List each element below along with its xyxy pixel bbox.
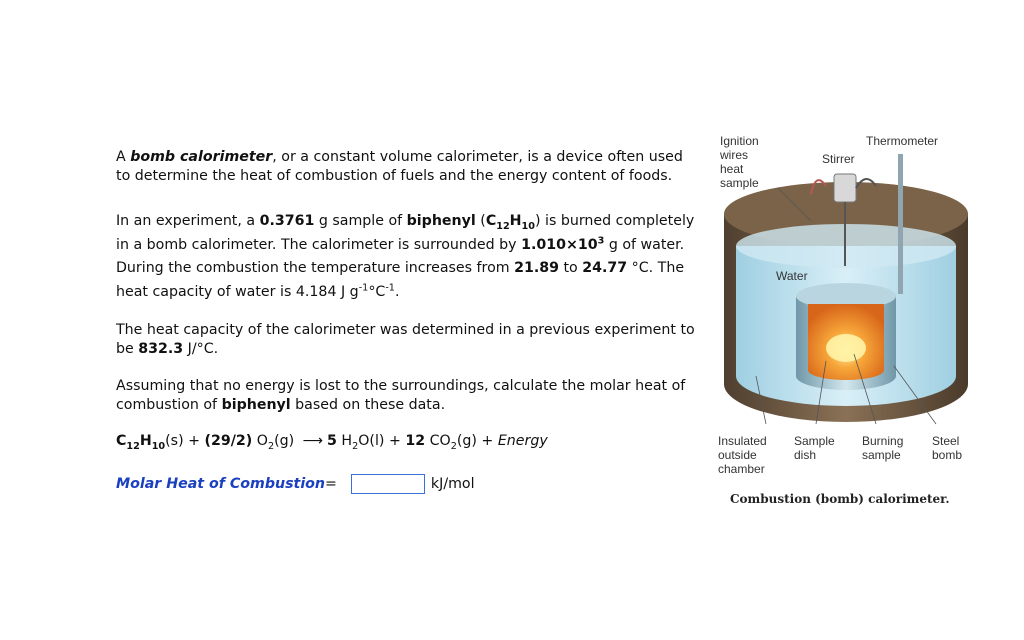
- temp-initial: 21.89: [514, 260, 559, 276]
- eq-h2o-sub: 2: [352, 440, 359, 452]
- eq-h: H: [139, 433, 152, 449]
- assume-text-2: based on these data.: [290, 397, 446, 413]
- eq-c: C: [116, 433, 127, 449]
- eq-h-sub: 10: [151, 440, 166, 452]
- sample-mass: 0.3761: [259, 213, 315, 229]
- label-steel-bomb: [932, 434, 962, 462]
- label-ignition-4: sample: [720, 176, 759, 190]
- formula-h: H: [509, 213, 522, 229]
- eq-coef-h2o: 5: [327, 433, 337, 449]
- label-ignition-3: heat: [720, 162, 744, 176]
- molar-heat-input[interactable]: [351, 474, 425, 494]
- exp-text-7: °C: [368, 283, 386, 300]
- label-ignition-2: wires: [720, 148, 749, 162]
- flame: [826, 334, 866, 362]
- intro-a: A: [116, 149, 131, 165]
- answer-unit: kJ/mol: [430, 475, 475, 492]
- label-steel-1: Steel: [932, 434, 960, 448]
- stirrer: [834, 174, 856, 202]
- cal-text-1: The heat capacity of the calorimeter was determined in a previous experiment to be: [116, 322, 695, 357]
- calorimeter-paragraph: [116, 321, 696, 359]
- eq-o-sub: 2: [267, 440, 275, 452]
- formula-h-sub: 10: [521, 220, 535, 232]
- exp-text-5: to: [558, 260, 583, 276]
- experiment-paragraph: [116, 210, 696, 304]
- label-insulated-3: chamber: [718, 462, 765, 476]
- water-mass-base: 1.010×10: [521, 236, 598, 253]
- formula-c-sub: 12: [496, 220, 510, 232]
- exp-text-3: is burned completely in a bomb calorimeter. The calorimeter is surrounded by: [116, 213, 695, 253]
- exp-text-8: .: [394, 283, 400, 300]
- figure-caption: Combustion (bomb) calorimeter.: [730, 492, 950, 506]
- answer-label: Molar Heat of Combustion: [116, 475, 326, 492]
- compound-formula: [485, 213, 535, 232]
- label-burning-2: sample: [862, 448, 901, 462]
- exp-text-4: g of water. During the combustion the temperature increases from: [116, 236, 685, 276]
- compound-name: biphenyl: [406, 213, 476, 229]
- formula-c: C: [485, 213, 497, 229]
- eq-state-2: (g): [274, 433, 299, 449]
- thermometer: [898, 154, 903, 294]
- eq-h2o-rest: O(l) +: [358, 433, 406, 449]
- water-mass: [521, 234, 605, 253]
- label-water: Water: [776, 269, 808, 283]
- eq-state-1: (s) +: [165, 433, 205, 449]
- calorimeter-figure: [716, 126, 976, 516]
- eq-co2-c: CO: [425, 433, 451, 449]
- label-burning-1: Burning: [862, 434, 904, 448]
- exp-sup-2: -1: [385, 281, 395, 293]
- eq-co2-sub: 2: [450, 440, 457, 452]
- temp-final: 24.77: [582, 260, 628, 276]
- compound-name-2: biphenyl: [221, 397, 291, 413]
- label-stirrer: Stirrer: [822, 152, 855, 166]
- intro-paragraph: [116, 148, 696, 186]
- eq-energy: Energy: [497, 433, 548, 449]
- bomb-calorimeter-term: bomb calorimeter: [130, 149, 273, 165]
- label-dish-1: Sample: [794, 434, 835, 448]
- formula-close: ): [534, 213, 541, 229]
- answer-row: [116, 474, 475, 494]
- eq-co2-rest: (g) +: [456, 433, 498, 449]
- eq-biphenyl: [116, 433, 166, 452]
- eq-h2o-h: H: [336, 433, 353, 449]
- answer-equals: =: [325, 475, 337, 492]
- combustion-equation: [116, 432, 548, 451]
- exp-text-2: g sample of: [314, 213, 407, 229]
- label-ignition-1: Ignition: [720, 134, 759, 148]
- water-mass-exp: 3: [597, 234, 605, 246]
- calorimeter-heat-capacity: 832.3: [138, 341, 184, 357]
- label-steel-2: bomb: [932, 448, 963, 462]
- eq-coef-co2: 12: [405, 433, 426, 449]
- cal-text-2: J/°C.: [183, 341, 219, 357]
- eq-o: O: [252, 433, 268, 449]
- eq-c-sub: 12: [126, 440, 140, 452]
- exp-sup-1: -1: [358, 281, 369, 293]
- label-insulated-2: outside: [718, 448, 757, 462]
- eq-coef-o2: (29/2): [204, 433, 253, 449]
- label-ignition: [720, 134, 759, 190]
- reaction-arrow-icon: ⟶: [302, 433, 324, 449]
- assume-text-1: Assuming that no energy is lost to the surroundings, calculate the molar heat of combustion of: [116, 378, 686, 413]
- exp-text-6: °C. The heat capacity of water is 4.184 J g: [116, 260, 685, 300]
- label-insulated-1: Insulated: [718, 434, 767, 448]
- formula-open: (: [475, 213, 486, 229]
- label-dish-2: dish: [794, 448, 817, 462]
- exp-text-1: In an experiment, a: [116, 213, 260, 229]
- intro-rest: , or a constant volume calorimeter, is a device often used to determine the heat of combustion of fuels and the energy content of foods.: [116, 149, 683, 184]
- label-sample-dish: [794, 434, 835, 462]
- label-insulated: [718, 434, 767, 476]
- label-thermometer: Thermometer: [866, 134, 939, 148]
- assumption-paragraph: [116, 377, 696, 415]
- label-burning-sample: [862, 434, 903, 462]
